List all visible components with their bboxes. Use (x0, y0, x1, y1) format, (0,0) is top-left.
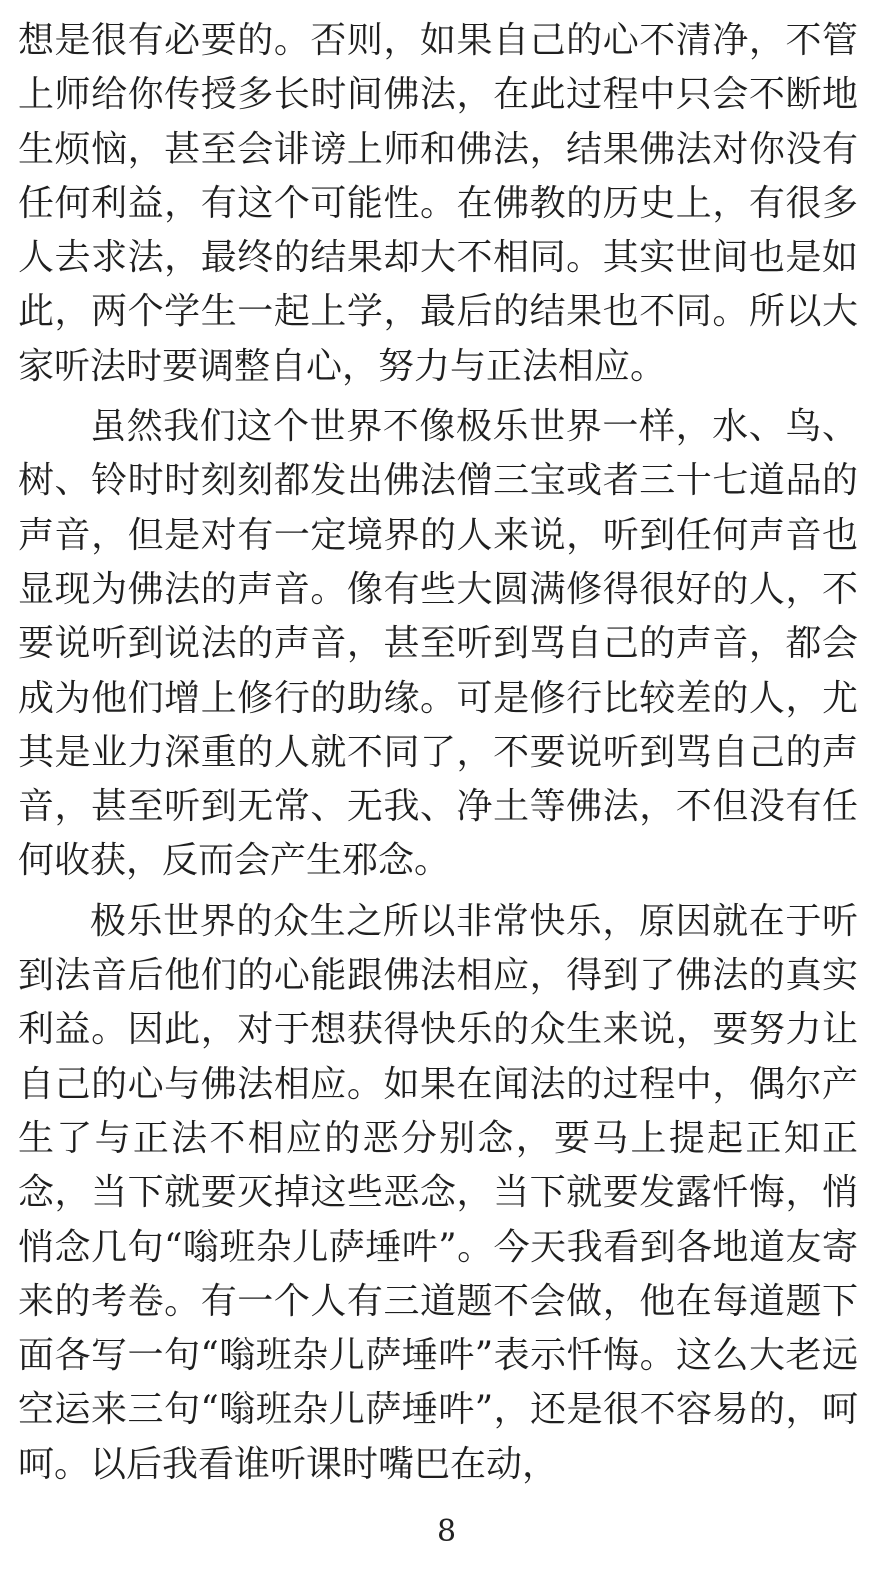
body-text (18, 14, 858, 1492)
paragraph-3: 极乐世界的众生之所以非常快乐，原因就在于听到法音后他们的心能跟佛法相应，得到了佛法的真实利益。因此，对于想获得快乐的众生来说，要努力让自己的心与佛法相应。如果在闻法的过程中，偶尔产生了与正法不相应的恶分别念，要马上提起正知正念，当下就要灭掉这些恶念，当下就要发露忏悔，悄悄念几句“嗡班杂儿萨埵吽”。今天我看到各地道友寄来的考卷。有一个人有三道题不会做，他在每道题下面各写一句“嗡班杂儿萨埵吽”表示忏悔。这么大老远空运来三句“嗡班杂儿萨埵吽”，还是很不容易的，呵呵。以后我看谁听课时嘴巴在动， (18, 900, 858, 1485)
paragraph-1: 想是很有必要的。否则，如果自己的心不清净，不管上师给你传授多长时间佛法，在此过程中只会不断地生烦恼，甚至会诽谤上师和佛法，结果佛法对你没有任何利益，有这个可能性。在佛教的历史上，有很多人去求法，最终的结果却大不相同。其实世间也是如此，两个学生一起上学，最后的结果也不同。所以大家听法时要调整自心，努力与正法相应。 (18, 20, 858, 387)
paragraph-2: 虽然我们这个世界不像极乐世界一样，水、鸟、树、铃时时刻刻都发出佛法僧三宝或者三十七道品的声音，但是对有一定境界的人来说，听到任何声音也显现为佛法的声音。像有些大圆满修得很好的人，不要说听到说法的声音，甚至听到骂自己的声音，都会成为他们增上修行的助缘。可是修行比较差的人，尤其是业力深重的人就不同了，不要说听到骂自己的声音，甚至听到无常、无我、净土等佛法，不但没有任何收获，反而会产生邪念。 (18, 406, 858, 882)
page-number: 8 (436, 1514, 457, 1549)
